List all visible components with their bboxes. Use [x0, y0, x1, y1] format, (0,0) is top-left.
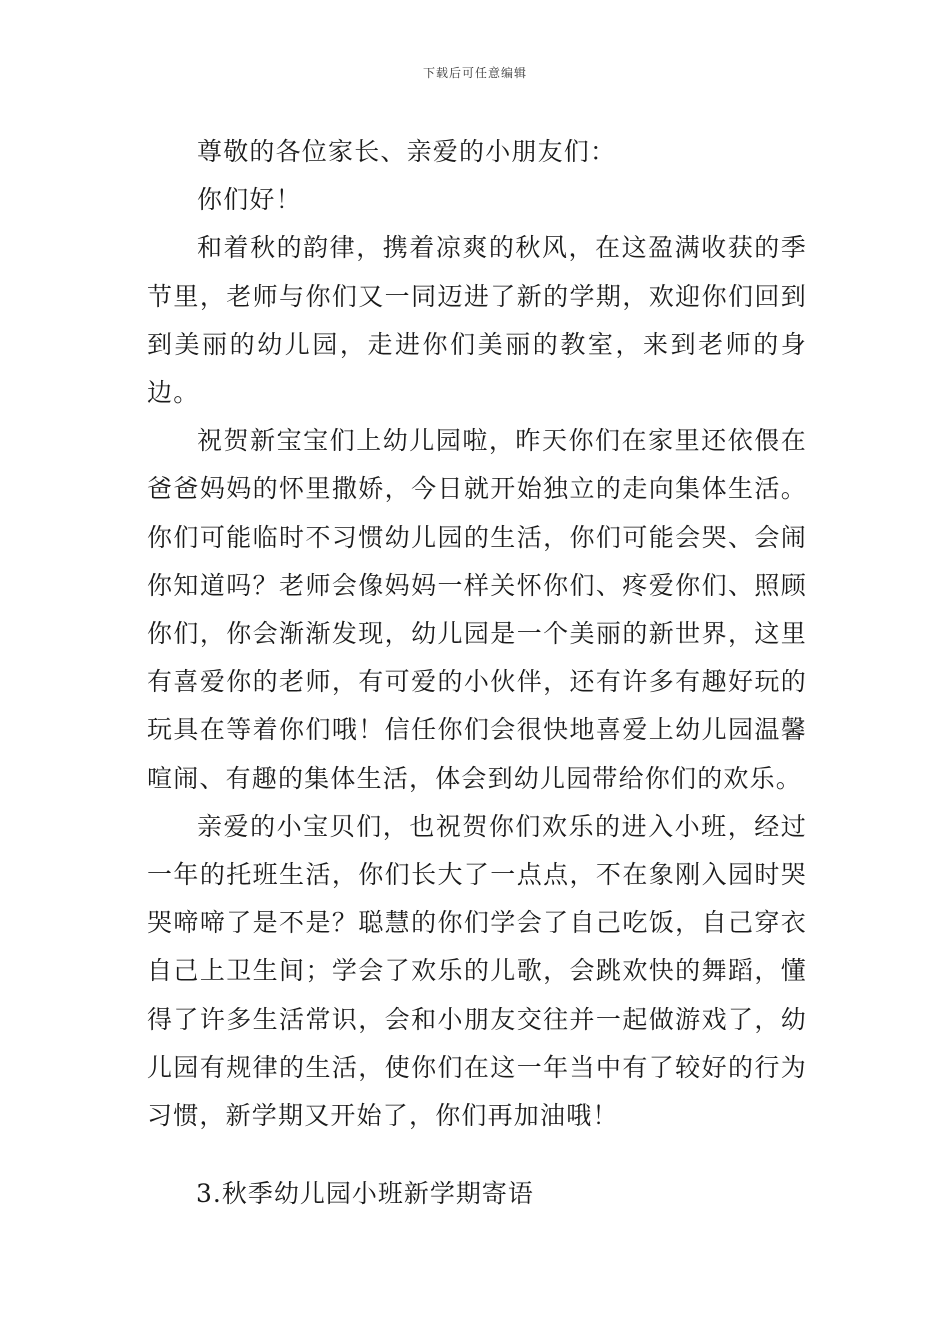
letter-body [147, 128, 807, 1140]
greeting: 你们好！ [197, 185, 302, 215]
section-heading: 3.秋季幼儿园小班新学期寄语 [196, 1179, 534, 1208]
paragraph-small-class: 亲爱的小宝贝们，也祝贺你们欢乐的进入小班，经过一年的托班生活，你们长大了一点点，不在象刚入园时哭哭啼啼了是不是？聪慧的你们学会了自己吃饭，自己穿衣自己上卫生间；学会了欢乐的儿歌，会跳欢快的舞蹈，懂得了许多生活常识，会和小朋友交往并一起做游戏了，幼儿园有规律的生活，使你们在这一年当中有了较好的行为习惯，新学期又开始了，你们再加油哦！ [147, 811, 807, 1131]
page-header-note: 下载后可任意编辑 [422, 66, 527, 80]
salutation: 尊敬的各位家长、亲爱的小朋友们： [197, 137, 617, 166]
paragraph-welcome: 和着秋的韵律，携着凉爽的秋风，在这盈满收获的季节里，老师与你们又一同迈进了新的学期，欢迎你们回到到美丽的幼儿园，走进你们美丽的教室，来到老师的身边。 [147, 233, 807, 408]
paragraph-new-babies: 祝贺新宝宝们上幼儿园啦，昨天你们在家里还依偎在爸爸妈妈的怀里撒娇，今日就开始独立的走向集体生活。你们可能临时不习惯幼儿园的生活，你们可能会哭、会闹你知道吗？老师会像妈妈一样关怀你们、疼爱你们、照顾你们，你会渐渐发现，幼儿园是一个美丽的新世界，这里有喜爱你的老师，有可爱的小伙伴，还有许多有趣好玩的玩具在等着你们哦！信任你们会很快地喜爱上幼儿园温馨喧闹、有趣的集体生活，体会到幼儿园带给你们的欢乐。 [147, 426, 807, 793]
